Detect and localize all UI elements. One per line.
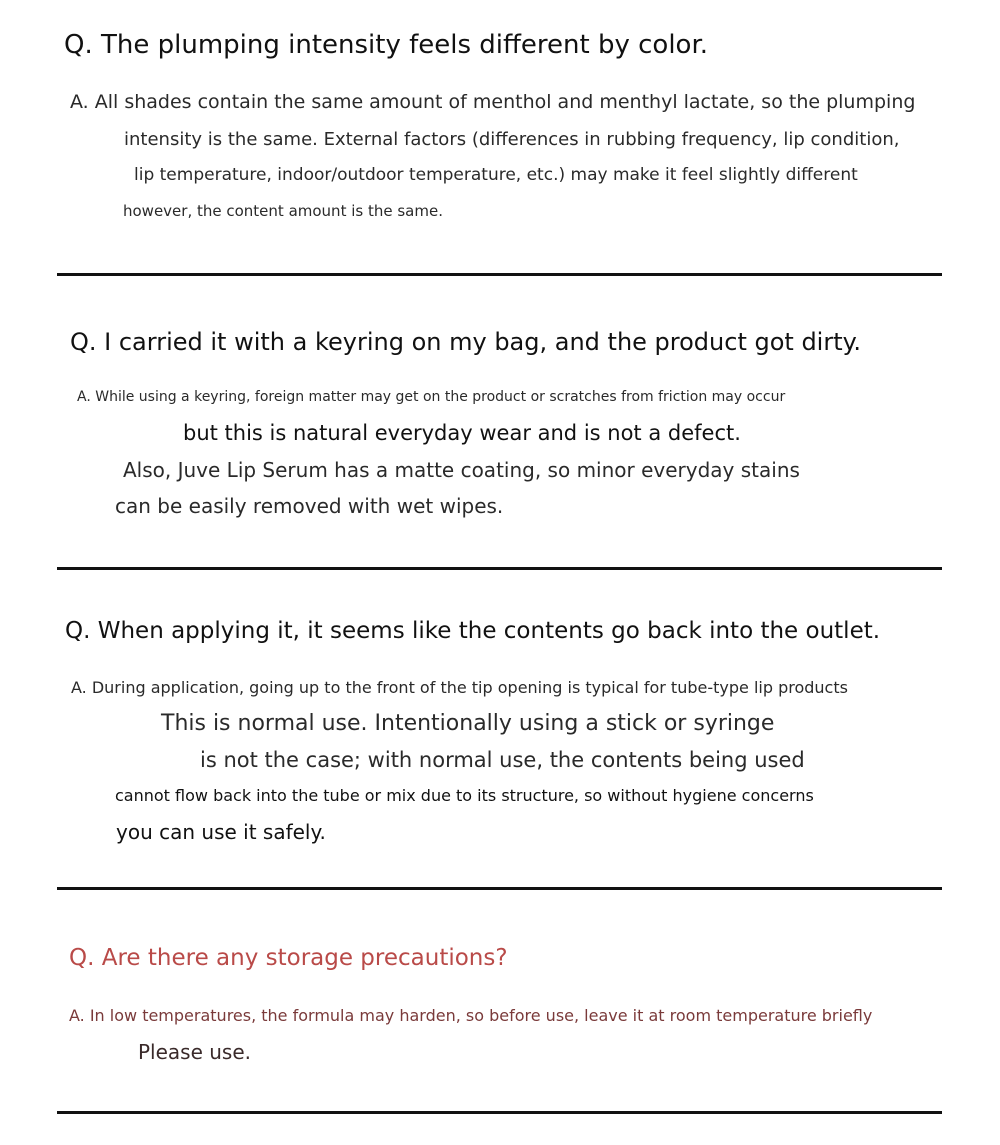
faq-divider-1 [57,273,942,276]
faq-2-answer-line-2: but this is natural everyday wear and is not a defect. [183,421,741,445]
faq-divider-3 [57,887,942,890]
faq-2-answer-line-1: A. While using a keyring, foreign matter may get on the product or scratches from friction may occur [77,389,786,405]
faq-3-answer-line-5: you can use it safely. [116,820,326,844]
faq-1-answer-line-2: intensity is the same. External factors (differences in rubbing frequency, lip condition, [124,129,900,150]
faq-1-answer-line-4: however, the content amount is the same. [123,202,443,220]
faq-3-answer-line-4: cannot flow back into the tube or mix due to its structure, so without hygiene concerns [115,786,814,805]
faq-2-answer-line-3: Also, Juve Lip Serum has a matte coating, so minor everyday stains [123,458,800,482]
faq-2-answer-line-4: can be easily removed with wet wipes. [115,494,504,518]
faq-4-answer-line-1: A. In low temperatures, the formula may harden, so before use, leave it at room temperature briefly [69,1006,873,1025]
faq-divider-2 [57,567,942,570]
faq-divider-4 [57,1111,942,1114]
faq-1-answer-line-1: A. All shades contain the same amount of menthol and menthyl lactate, so the plumping [70,91,916,113]
faq-2-question: Q. I carried it with a keyring on my bag, and the product got dirty. [70,328,862,356]
faq-4-question: Q. Are there any storage precautions? [69,945,508,971]
faq-1-answer-line-3: lip temperature, indoor/outdoor temperature, etc.) may make it feel slightly different [134,165,858,185]
faq-3-answer-line-2: This is normal use. Intentionally using a stick or syringe [161,711,775,736]
faq-3-answer-line-3: is not the case; with normal use, the contents being used [200,748,805,772]
faq-3-answer-line-1: A. During application, going up to the front of the tip opening is typical for tube-type lip products [71,678,848,697]
faq-4-answer-line-2: Please use. [138,1040,252,1064]
faq-1-question: Q. The plumping intensity feels different by color. [64,30,709,60]
faq-3-question: Q. When applying it, it seems like the contents go back into the outlet. [65,618,881,644]
